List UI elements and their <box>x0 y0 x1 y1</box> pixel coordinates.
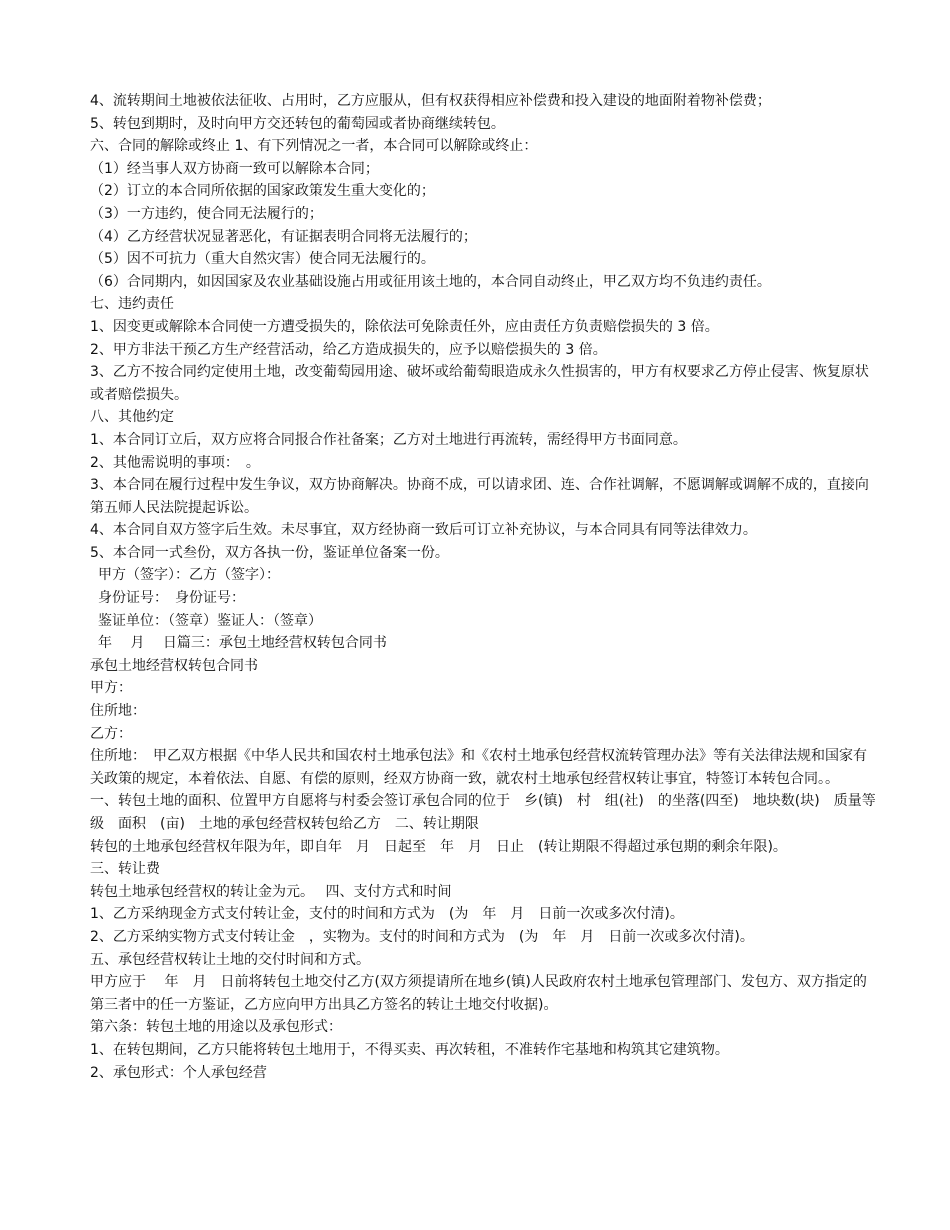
liability-clause-3: 3、乙方不按合同约定使用土地，改变葡萄园用途、破坏或给葡萄眼造成永久性损害的，甲方有权要求乙方停止侵害、恢复原状或者赔偿损失。 <box>90 364 869 403</box>
liability-clause-1: 1、因变更或解除本合同使一方遭受损失的，除依法可免除责任外，应由责任方负责赔偿损失的 3 倍。 <box>90 318 719 335</box>
section-1-area-location: 一、转包土地的面积、位置甲方自愿将与村委会签订承包合同的位于 乡(镇) 村 组(社) 的坐落(四至) 地块数(块) 质量等级 面积 (亩) 土地的承包经营权转包给乙方 二、转让期限 <box>90 793 876 832</box>
section-7-heading: 七、违约责任 <box>90 296 174 313</box>
transfer-period-clause: 转包的土地承包经营权年限为年，即自年 月 日起至 年 月 日止 (转让期限不得超过承包期的剩余年限)。 <box>90 838 787 855</box>
termination-item-3: （3）一方违约，使合同无法履行的； <box>90 205 323 222</box>
party-a-address-label: 住所地： <box>90 703 146 720</box>
other-clause-1: 1、本合同订立后，双方应将合同报合作社备案；乙方对土地进行再流转，需经得甲方书面同意。 <box>90 431 687 448</box>
termination-item-4: （4）乙方经营状况显著恶化，有证据表明合同将无法履行的； <box>90 228 477 245</box>
witness-line: 鉴证单位：（签章）鉴证人：（签章） <box>98 612 322 629</box>
section-5-heading: 五、承包经营权转让土地的交付时间和方式。 <box>90 951 370 968</box>
contract-title: 承包土地经营权转包合同书 <box>90 657 258 674</box>
preamble-paragraph: 住所地： 甲乙双方根据《中华人民共和国农村土地承包法》和《农村土地承包经营权流转管理办法》等有关法律法规和国家有关政策的规定，本着依法、自愿、有偿的原则，经双方协商一致，就农村土地承包经营权转让事宜，特签订本转包合同。。 <box>90 748 867 787</box>
liability-clause-2: 2、甲方非法干预乙方生产经营活动，给乙方造成损失的，应予以赔偿损失的 3 倍。 <box>90 341 607 358</box>
payment-cash-clause: 1、乙方采纳现金方式支付转让金，支付的时间和方式为 (为 年 月 日前一次或多次付清)。 <box>90 906 684 923</box>
section-3-heading: 三、转让费 <box>90 861 160 878</box>
party-b-label: 乙方： <box>90 725 132 742</box>
usage-clause-2: 2、承包形式：个人承包经营 <box>90 1064 267 1081</box>
payment-kind-clause: 2、乙方采纳实物方式支付转让金 ，实物为。支付的时间和方式为 (为 年 月 日前一次或多次付清)。 <box>90 928 754 945</box>
article-6-heading: 第六条：转包土地的用途以及承包形式： <box>90 1019 342 1036</box>
other-clause-3: 3、本合同在履行过程中发生争议，双方协商解决。协商不成，可以请求团、连、合作社调解，不愿调解或调解不成的，直接向第五师人民法院提起诉讼。 <box>90 477 869 516</box>
usage-clause-1: 1、在转包期间，乙方只能将转包土地用于，不得买卖、再次转租，不准转作宅基地和构筑其它建筑物。 <box>90 1041 729 1058</box>
party-a-label: 甲方： <box>90 680 132 697</box>
date-line: 年 月 日篇三：承包土地经营权转包合同书 <box>98 635 387 652</box>
termination-item-6: （6）合同期内，如因国家及农业基础设施占用或征用该土地的，本合同自动终止，甲乙双方均不负违约责任。 <box>90 273 771 290</box>
other-clause-2: 2、其他需说明的事项： 。 <box>90 454 260 471</box>
section-6-heading: 六、合同的解除或终止 1、有下列情况之一者，本合同可以解除或终止： <box>90 138 538 155</box>
other-clause-4: 4、本合同自双方签字后生效。未尽事宜，双方经协商一致后可订立补充协议，与本合同具有同等法律效力。 <box>90 522 757 539</box>
clause-4-expropriation: 4、流转期间土地被依法征收、占用时，乙方应服从，但有权获得相应补偿费和投入建设的地面附着物补偿费； <box>90 93 771 109</box>
termination-item-1: （1）经当事人双方协商一致可以解除本合同； <box>90 160 379 177</box>
id-number-line: 身份证号： 身份证号： <box>98 590 245 607</box>
clause-5-expiry: 5、转包到期时，及时向甲方交还转包的葡萄园或者协商继续转包。 <box>90 115 505 132</box>
section-8-heading: 八、其他约定 <box>90 409 174 426</box>
other-clause-5: 5、本合同一式叁份，双方各执一份，鉴证单位备案一份。 <box>90 544 449 561</box>
delivery-clause: 甲方应于 年 月 日前将转包土地交付乙方(双方须提请所在地乡(镇)人民政府农村土地承包管理部门、发包方、双方指定的第三者中的任一方鉴证，乙方应向甲方出具乙方签名的转让土地交付收据)。 <box>90 974 867 1013</box>
termination-item-5: （5）因不可抗力（重大自然灾害）使合同无法履行的。 <box>90 251 435 268</box>
termination-item-2: （2）订立的本合同所依据的国家政策发生重大变化的； <box>90 183 435 200</box>
signature-line: 甲方（签字）：乙方（签字）： <box>98 567 280 584</box>
transfer-fee-clause: 转包土地承包经营权的转让金为元。 四、支付方式和时间 <box>90 883 452 900</box>
